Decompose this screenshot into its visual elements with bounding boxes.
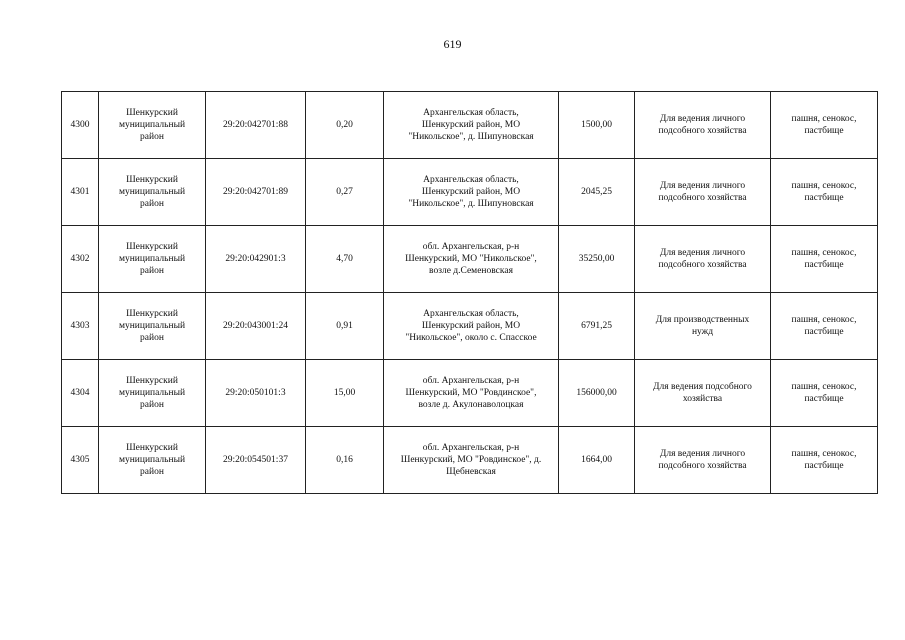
cadastral-number-cell: 29:20:042701:89 (206, 159, 306, 226)
land-use-cell: пашня, сенокос, пастбище (771, 427, 878, 494)
purpose-cell: Для ведения личного подсобного хозяйства (635, 159, 771, 226)
land-use-cell: пашня, сенокос, пастбище (771, 360, 878, 427)
area-cell: 0,91 (306, 293, 384, 360)
cadastral-number-cell: 29:20:050101:3 (206, 360, 306, 427)
district-cell: Шенкурский муниципальный район (99, 427, 206, 494)
cadastral-number-cell: 29:20:042701:88 (206, 92, 306, 159)
location-cell: обл. Архангельская, р-н Шенкурский, МО "Никольское", возле д.Семеновская (384, 226, 559, 293)
district-cell: Шенкурский муниципальный район (99, 226, 206, 293)
value-cell: 2045,25 (559, 159, 635, 226)
row-number-cell: 4300 (62, 92, 99, 159)
area-cell: 0,20 (306, 92, 384, 159)
land-use-cell: пашня, сенокос, пастбище (771, 293, 878, 360)
value-cell: 1500,00 (559, 92, 635, 159)
page-number: 619 (443, 37, 462, 51)
area-cell: 4,70 (306, 226, 384, 293)
land-use-cell: пашня, сенокос, пастбище (771, 226, 878, 293)
location-cell: обл. Архангельская, р-н Шенкурский, МО "Ровдинское", возле д. Акулонаволоцкая (384, 360, 559, 427)
table-row (62, 293, 878, 360)
value-cell: 156000,00 (559, 360, 635, 427)
row-number-cell: 4303 (62, 293, 99, 360)
location-cell: Архангельская область, Шенкурский район, МО "Никольское", д. Шипуновская (384, 159, 559, 226)
area-cell: 0,16 (306, 427, 384, 494)
district-cell: Шенкурский муниципальный район (99, 159, 206, 226)
row-number-cell: 4302 (62, 226, 99, 293)
purpose-cell: Для производственных нужд (635, 293, 771, 360)
area-cell: 15,00 (306, 360, 384, 427)
table-row (62, 92, 878, 159)
row-number-cell: 4304 (62, 360, 99, 427)
district-cell: Шенкурский муниципальный район (99, 92, 206, 159)
table-row (62, 360, 878, 427)
district-cell: Шенкурский муниципальный район (99, 293, 206, 360)
location-cell: Архангельская область, Шенкурский район, МО "Никольское", около с. Спасское (384, 293, 559, 360)
purpose-cell: Для ведения подсобного хозяйства (635, 360, 771, 427)
purpose-cell: Для ведения личного подсобного хозяйства (635, 92, 771, 159)
row-number-cell: 4301 (62, 159, 99, 226)
table-row (62, 427, 878, 494)
value-cell: 1664,00 (559, 427, 635, 494)
cadastral-number-cell: 29:20:042901:3 (206, 226, 306, 293)
land-use-cell: пашня, сенокос, пастбище (771, 159, 878, 226)
area-cell: 0,27 (306, 159, 384, 226)
land-use-cell: пашня, сенокос, пастбище (771, 92, 878, 159)
value-cell: 35250,00 (559, 226, 635, 293)
row-number-cell: 4305 (62, 427, 99, 494)
table-row (62, 226, 878, 293)
location-cell: Архангельская область, Шенкурский район, МО "Никольское", д. Шипуновская (384, 92, 559, 159)
cadastral-number-cell: 29:20:043001:24 (206, 293, 306, 360)
district-cell: Шенкурский муниципальный район (99, 360, 206, 427)
purpose-cell: Для ведения личного подсобного хозяйства (635, 226, 771, 293)
table-row (62, 159, 878, 226)
purpose-cell: Для ведения личного подсобного хозяйства (635, 427, 771, 494)
cadastral-number-cell: 29:20:054501:37 (206, 427, 306, 494)
location-cell: обл. Архангельская, р-н Шенкурский, МО "Ровдинское", д. Щебневская (384, 427, 559, 494)
land-register-table (61, 91, 878, 494)
value-cell: 6791,25 (559, 293, 635, 360)
